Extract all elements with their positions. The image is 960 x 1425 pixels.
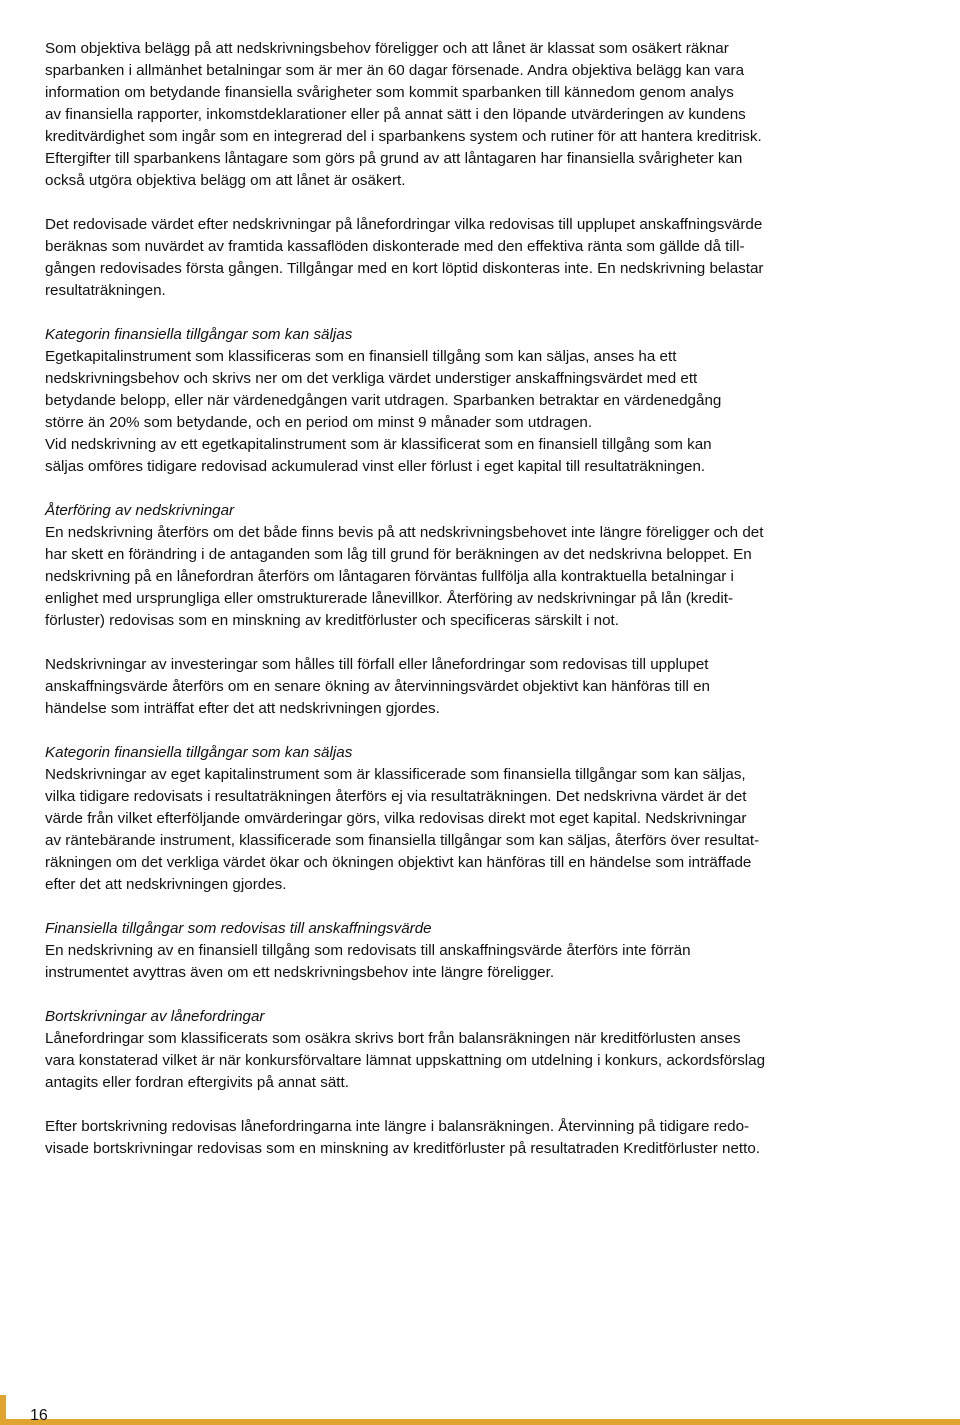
text-line: information om betydande finansiella svårigheter som kommit sparbanken till kännedom genom analys xyxy=(45,84,734,101)
section-available-for-sale xyxy=(45,324,895,478)
text-line: Lånefordringar som klassificerats som osäkra skrivs bort från balansräkningen när kreditförlusten anses xyxy=(45,1030,741,1047)
paragraph-held-to-maturity xyxy=(45,654,895,720)
text-line: Som objektiva belägg på att nedskrivningsbehov föreligger och att lånet är klassat som osäkert räknar xyxy=(45,40,729,57)
section-heading: Kategorin finansiella tillgångar som kan säljas xyxy=(45,744,353,761)
text-line: Eftergifter till sparbankens låntagare som görs på grund av att låntagaren har finansiella svårigheter kan xyxy=(45,150,743,167)
text-line: instrumentet avyttras även om ett nedskrivningsbehov inte längre föreligger. xyxy=(45,964,555,981)
text-line: vara konstaterad vilket är när konkursförvaltare lämnat uppskattning om utdelning i konkurs, ackordsförslag xyxy=(45,1052,766,1069)
text-line: sparbanken i allmänhet betalningar som är mer än 60 dagar försenade. Andra objektiva belägg kan vara xyxy=(45,62,745,79)
text-line: vilka tidigare redovisats i resultaträkningen återförs ej via resultaträkningen. Det nedskrivna värdet är det xyxy=(45,788,747,805)
section-heading: Kategorin finansiella tillgångar som kan säljas xyxy=(45,326,353,343)
paragraph-carrying-value xyxy=(45,214,895,302)
text-line: kreditvärdighet som ingår som en integrerad del i sparbankens system och rutiner för att hantera kreditrisk. xyxy=(45,128,762,145)
text-line: Nedskrivningar av investeringar som hålles till förfall eller lånefordringar som redovisas till upplupet xyxy=(45,656,709,673)
text-line: nedskrivningsbehov och skrivs ner om det verkliga värdet understiger anskaffningsvärdet med ett xyxy=(45,370,698,387)
text-line: räkningen om det verkliga värdet ökar och ökningen objektivt kan hänföras till en händelse som inträffade xyxy=(45,854,752,871)
text-line: En nedskrivning återförs om det både finns bevis på att nedskrivningsbehovet inte längre föreligger och det xyxy=(45,524,764,541)
section-heading: Finansiella tillgångar som redovisas till anskaffningsvärde xyxy=(45,920,432,937)
text-line: betydande belopp, eller när värdenedgången varit utdragen. Sparbanken betraktar en värdenedgång xyxy=(45,392,722,409)
text-line: värde från vilket efterföljande omvärderingar görs, vilka redovisas direkt mot eget kapital. Nedskrivningar xyxy=(45,810,747,827)
text-line: säljas omföres tidigare redovisad ackumulerad vinst eller förlust i eget kapital till resultaträkningen. xyxy=(45,458,706,475)
text-line: av finansiella rapporter, inkomstdeklarationer eller på annat sätt i den löpande utvärderingen av kundens xyxy=(45,106,746,123)
text-line: En nedskrivning av en finansiell tillgång som redovisats till anskaffningsvärde återförs inte förrän xyxy=(45,942,691,959)
text-line: nedskrivning på en lånefordran återförs om låntagaren förväntas fullfölja alla kontraktuella betalningar i xyxy=(45,568,734,585)
text-line: Det redovisade värdet efter nedskrivningar på lånefordringar vilka redovisas till upplupet anskaffningsvärde xyxy=(45,216,763,233)
text-line: förluster) redovisas som en minskning av kreditförluster och specificeras särskilt i not. xyxy=(45,612,619,629)
section-available-for-sale-reversal xyxy=(45,742,895,896)
text-line: enlighet med ursprungliga eller omstrukturerade lånevillkor. Återföring av nedskrivningar på lån (kredit- xyxy=(45,590,733,607)
section-cost-assets xyxy=(45,918,895,984)
text-line: också utgöra objektiva belägg om att lånet är osäkert. xyxy=(45,172,406,189)
footer-accent-bar-bottom xyxy=(0,1419,960,1425)
paragraph-after-write-off xyxy=(45,1116,895,1160)
section-heading: Återföring av nedskrivningar xyxy=(45,502,235,519)
text-line: Vid nedskrivning av ett egetkapitalinstrument som är klassificerat som en finansiell tillgång som kan xyxy=(45,436,712,453)
text-line: visade bortskrivningar redovisas som en minskning av kreditförluster på resultatraden Kreditförluster netto. xyxy=(45,1140,760,1157)
section-reversal-of-impairments xyxy=(45,500,895,632)
text-line: Egetkapitalinstrument som klassificeras som en finansiell tillgång som kan säljas, anses ha ett xyxy=(45,348,677,365)
text-line: Nedskrivningar av eget kapitalinstrument som är klassificerade som finansiella tillgångar som kan säljas, xyxy=(45,766,746,783)
text-line: större än 20% som betydande, och en period om minst 9 månader som utdragen. xyxy=(45,414,593,431)
text-line: Efter bortskrivning redovisas lånefordringarna inte längre i balansräkningen. Återvinning på tidigare redo- xyxy=(45,1118,750,1135)
text-line: anskaffningsvärde återförs om en senare ökning av återvinningsvärdet objektivt kan hänföras till en xyxy=(45,678,710,695)
text-line: gången redovisades första gången. Tillgångar med en kort löptid diskonteras inte. En nedskrivning belastar xyxy=(45,260,764,277)
text-line: händelse som inträffat efter det att nedskrivningen gjordes. xyxy=(45,700,440,717)
paragraph-objective-evidence xyxy=(45,38,895,192)
section-write-offs xyxy=(45,1006,895,1094)
text-line: efter det att nedskrivningen gjordes. xyxy=(45,876,287,893)
page-number: 16 xyxy=(30,1407,48,1424)
text-line: beräknas som nuvärdet av framtida kassaflöden diskonterade med den effektiva ränta som gällde då till- xyxy=(45,238,745,255)
text-line: resultaträkningen. xyxy=(45,282,166,299)
section-heading: Bortskrivningar av lånefordringar xyxy=(45,1008,265,1025)
text-line: antagits eller fordran eftergivits på annat sätt. xyxy=(45,1074,349,1091)
text-line: har skett en förändring i de antaganden som låg till grund för beräkningen av det nedskrivna beloppet. En xyxy=(45,546,752,563)
document-body xyxy=(45,38,895,1160)
text-line: av räntebärande instrument, klassificerade som finansiella tillgångar som kan säljas, återförs över resultat- xyxy=(45,832,760,849)
